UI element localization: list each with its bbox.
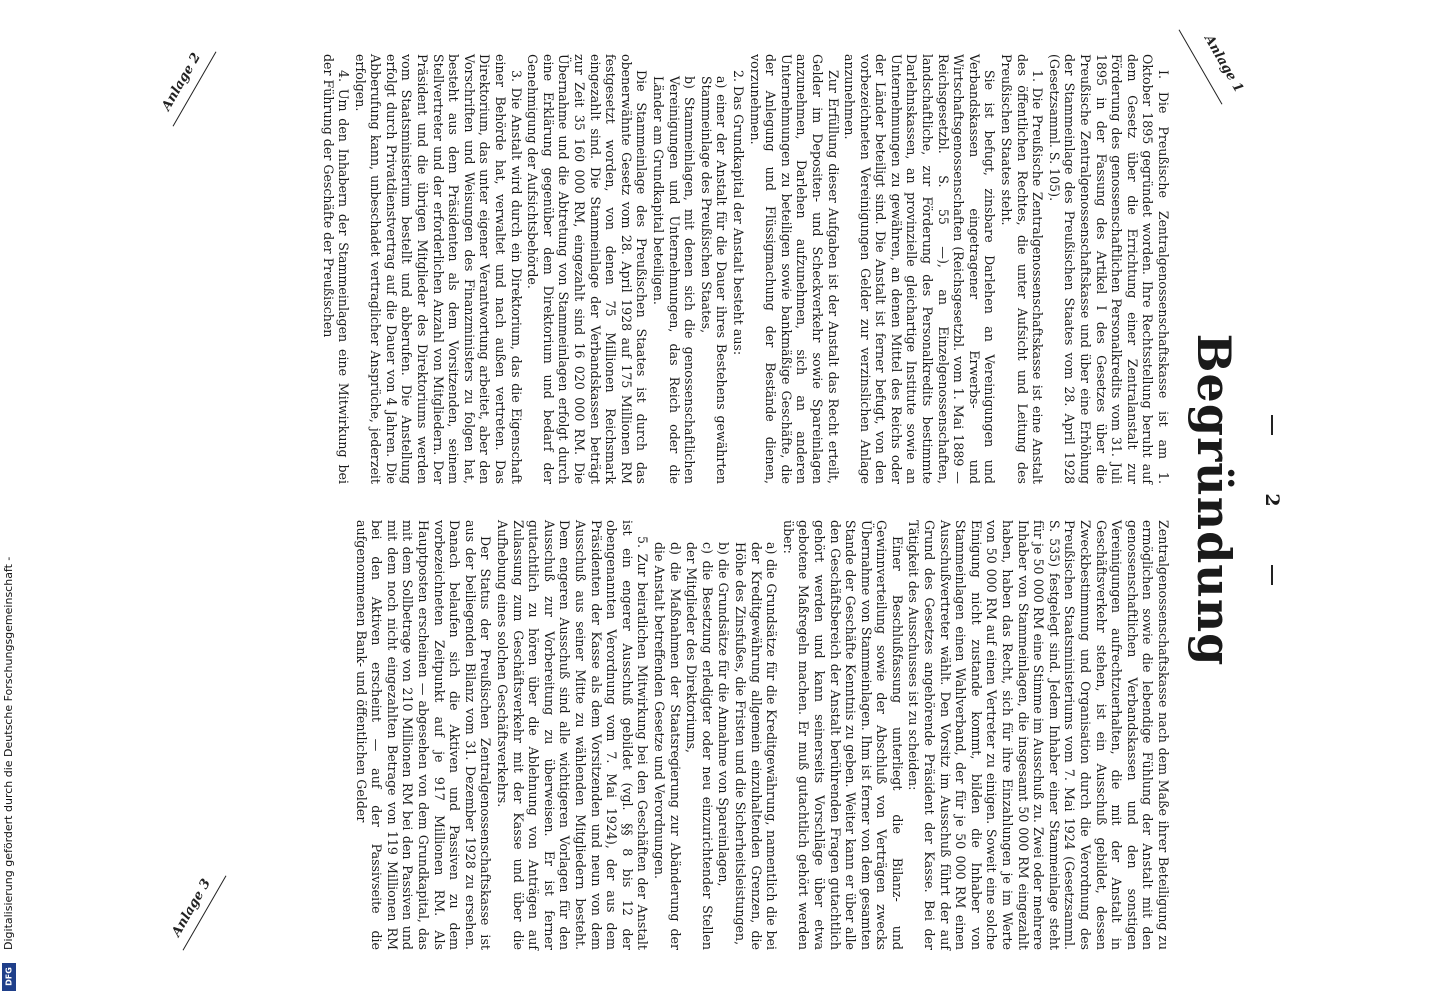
anlage-stamp-2: Anlage 2 [159,50,204,114]
paragraph: Zentralgenossenschaftskasse nach dem Maße ihrer Beteiligung zu ermöglichen sowie die lebendige Fühlung der Anstalt mit den genossenschaftlichen Verbandskassen und den sonstigen Vereinigungen aufrechtzuerhalten, die mit der Anstalt in Geschäftsverkehr stehen, ist ein Ausschuß gebildet, dessen Zweckbestimmung und Organisation durch die Verordnung des Preußischen Staatsministeriums vom 7. Mai 1924 (Gesetzsamml. S. 535) festgelegt sind. Jedem Inhaber einer Stammeinlage steht für je 50 000 RM eine Stimme im Ausschuß zu. Zwei oder mehrere Inhaber von Stammeinlagen, die insgesamt 50 000 RM eingezahlt haben, haben das Recht, sich für ihre Einzahlungen je im Werte von 50 000 RM auf einen Vertreter zu einigen. Soweit eine solche Einigung nicht zustande kommt, bilden die Inhaber von Stammeinlagen einen Wahlverband, der für je 50 000 RM einen Ausschußvertreter wählt. Den Vorsitz im Ausschuß führt der auf Grund des Gesetzes angehörende Präsident der Kasse. Bei der Tätigkeit des Ausschusses ist zu scheiden: [906,520,1171,950]
paragraph: Sie ist befugt, zinsbare Darlehen an Vereinigungen und Verbandskassen eingetragener Erwerbs- und Wirtschaftsgenossenschaften (Reichsgesetzbl. vom 1. Mai 1889 — Reichsgesetzbl. S. 55 —), an Einzelgenossenschaften, landschaftliche, zur Förderung des Personalkredits bestimmte Darlehnskassen, an provinzielle gleichartige Institute sowie an Unternehmungen zu gewähren, an denen Mittel des Reichs oder der Länder beteiligt sind. Die Anstalt ist ferner befugt, von den vorbezeichneten Vereinigungen Gelder zur verzinslichen Anlage anzunehmen. [842,54,998,484]
header-dash-right [1271,565,1273,585]
document-title: Begründung [1187,333,1241,667]
paragraph: Zur Erfüllung dieser Aufgaben ist der Anstalt das Recht erteilt, Gelder im Depositen- und Scheckverkehr sowie Spareinlagen anzunehmen, Darlehen aufzunehmen, sich an anderen Unternehmungen zu beteiligen sowie bankmäßige Geschäfte, die der Anlegung und Flüssigmachung der Bestände dienen, vorzunehmen. [747,54,841,484]
digitization-credit: Digitalisierung gefördert durch die Deutsche Forschungsgemeinschaft - [2,556,15,950]
paragraph: Die Stammeinlage des Preußischen Staates ist durch das obenerwähnte Gesetz vom 28. April 1928 auf 175 Millionen RM festgesetzt worden, von denen 75 Millionen Reichsmark eingezahlt sind. Die Stammeinlage der Verbandskassen beträgt zur Zeit 35 160 000 RM, eingezahlt sind 16 020 000 RM. Die Übernahme und die Abtretung von Stammeinlagen erfolgt durch eine Erklärung gegenüber dem Direktorium und bedarf der Genehmigung der Aufsichtsbehörde. [525,54,650,484]
dfg-logo-icon [2,963,16,991]
anlage-stamp-3: Anlage 3 [169,876,214,940]
list-item: a) die Grundsätze für die Kreditgewährung, namentlich die bei der Kreditgewährung allgemein einzuhaltenden Grenzen, die Höhe des Zinsfußes, die Fristen und die Sicherheitsleistungen, [732,542,780,950]
digitization-footer [0,0,20,1000]
text-column-right [352,520,1171,950]
paragraph: 4. Um den Inhabern der Stammeinlagen eine Mitwirkung bei der Führung der Geschäfte der Preußischen [320,54,352,484]
document-page [137,20,1297,980]
list-item: a) einer der Anstalt für die Dauer ihres Bestehens gewährten Stammeinlage des Preußischen Staates, [698,76,730,484]
text-column-left [319,54,1171,484]
list-item: b) die Grundsätze für die Annahme von Spareinlagen, [716,542,732,887]
paragraph: Der Status der Preußischen Zentralgenossenschaftskasse ist aus der beiliegenden Bilanz vom 31. Dezember 1928 zu ersehen. Danach belaufen sich die Aktiven und Passiven zu dem vorbezeichneten Zeitpunkt auf je 917 Millionen RM. Als Hauptposten erscheinen — abgesehen von dem Grundkapital, das mit dem Sollbetrage von 210 Millionen RM bei den Passiven und mit dem noch nicht eingezahlten Betrage von 119 Millionen RM bei den Aktiven erscheint — auf der Passivseite die aufgenommenen Bank- und öffentlichen Gelder [353,520,494,950]
page-header [1253,20,1283,980]
dfg-logo-label: DFG [4,967,14,986]
paragraph: I. Die Preußische Zentralgenossenschaftskasse ist am 1. Oktober 1895 gegründet worden. Ihre Rechtsstellung beruht auf dem Gesetz über die Errichtung einer Zentralanstalt zur Förderung des genossenschaftlichen Personalkredits vom 31. Juli 1895 in der Fassung des Artikel I des Gesetzes über die Preußische Zentralgenossenschaftskasse und über eine Erhöhung der Stammeinlage des Preußischen Staates vom 28. April 1928 (Gesetzsamml. S. 105). [1046,54,1171,484]
list-item: b) Stammeinlagen, mit denen sich die genossenschaftlichen Vereinigungen und Unternehmungen, das Reich oder die Länder am Grundkapital beteiligen. [651,76,698,484]
paragraph: 1. Die Preußische Zentralgenossenschaftskasse ist eine Anstalt des öffentlichen Rechtes, die unter Aufsicht und Leitung des Preußischen Staates steht. [999,54,1046,484]
paragraph: 2. Das Grundkapital der Anstalt besteht aus: [730,70,746,356]
list-item: d) die Maßnahmen der Staatsregierung zur Abänderung der die Anstalt betreffenden Gesetze und Verordnungen. [652,542,683,950]
header-dash-left [1271,415,1273,435]
paragraph: 5. Zur beiratlichen Mitwirkung bei den Geschäften der Anstalt ist ein engerer Ausschuß gebildet (vgl. §§ 8 bis 12 der obengenannten Verordnung vom 7. Mai 1924), der aus dem Präsidenten der Kasse als dem Vorsitzenden und neun von dem Ausschuß aus seiner Mitte zu wählenden Mitgliedern besteht. Dem engeren Ausschuß sind alle wichtigeren Vorlagen für den Ausschuß zur Vorbereitung zu überweisen. Er ist ferner gutachtlich zu hören über die Ablehnung von Anträgen auf Zulassung zum Geschäftsverkehr mit der Kasse und über die Aufhebung eines solchen Geschäftsverkehrs. [495,520,651,950]
anlage-stamp-1: Anlage 1 [1201,32,1246,96]
paragraph: 3. Die Anstalt wird durch ein Direktorium, das die Eigenschaft einer Behörde hat, verwaltet und nach außen vertreten. Das Direktorium, das unter eigener Verantwortung arbeitet, aber den Vorschriften und Weisungen des Finanzministers zu folgen hat, besteht aus dem Präsidenten als dem Vorsitzenden, seinem Stellvertreter und der erforderlichen Anzahl von Mitgliedern. Der Präsident und die übrigen Mitglieder des Direktoriums werden vom Staatsministerium bestellt und abberufen. Die Anstellung erfolgt durch Privatdienstvertrag auf die Dauer von 4 Jahren. Die Abberufung kann, unbeschadet vertraglicher Ansprüche, jederzeit erfolgen. [352,54,524,484]
list-item: c) die Besetzung erledigter oder neu einzurichtender Stellen der Mitglieder des Direktoriums, [684,542,715,950]
paragraph: Einer Beschlußfassung unterliegt die Bilanz- und Gewinnverteilung sowie der Abschluß von Verträgen zwecks Übernahme von Stammeinlagen. Ihm ist ferner von dem gesamten Stande der Geschäfte Kenntnis zu geben. Weiter kann er über alle den Geschäftsbereich der Anstalt berührenden Fragen gutachtlich gehört werden und kann seinerseits Vorschläge über etwa gebotene Maßregeln machen. Er muß gutachtlich gehört werden über: [780,520,905,950]
page-number: 2 [1261,493,1283,507]
